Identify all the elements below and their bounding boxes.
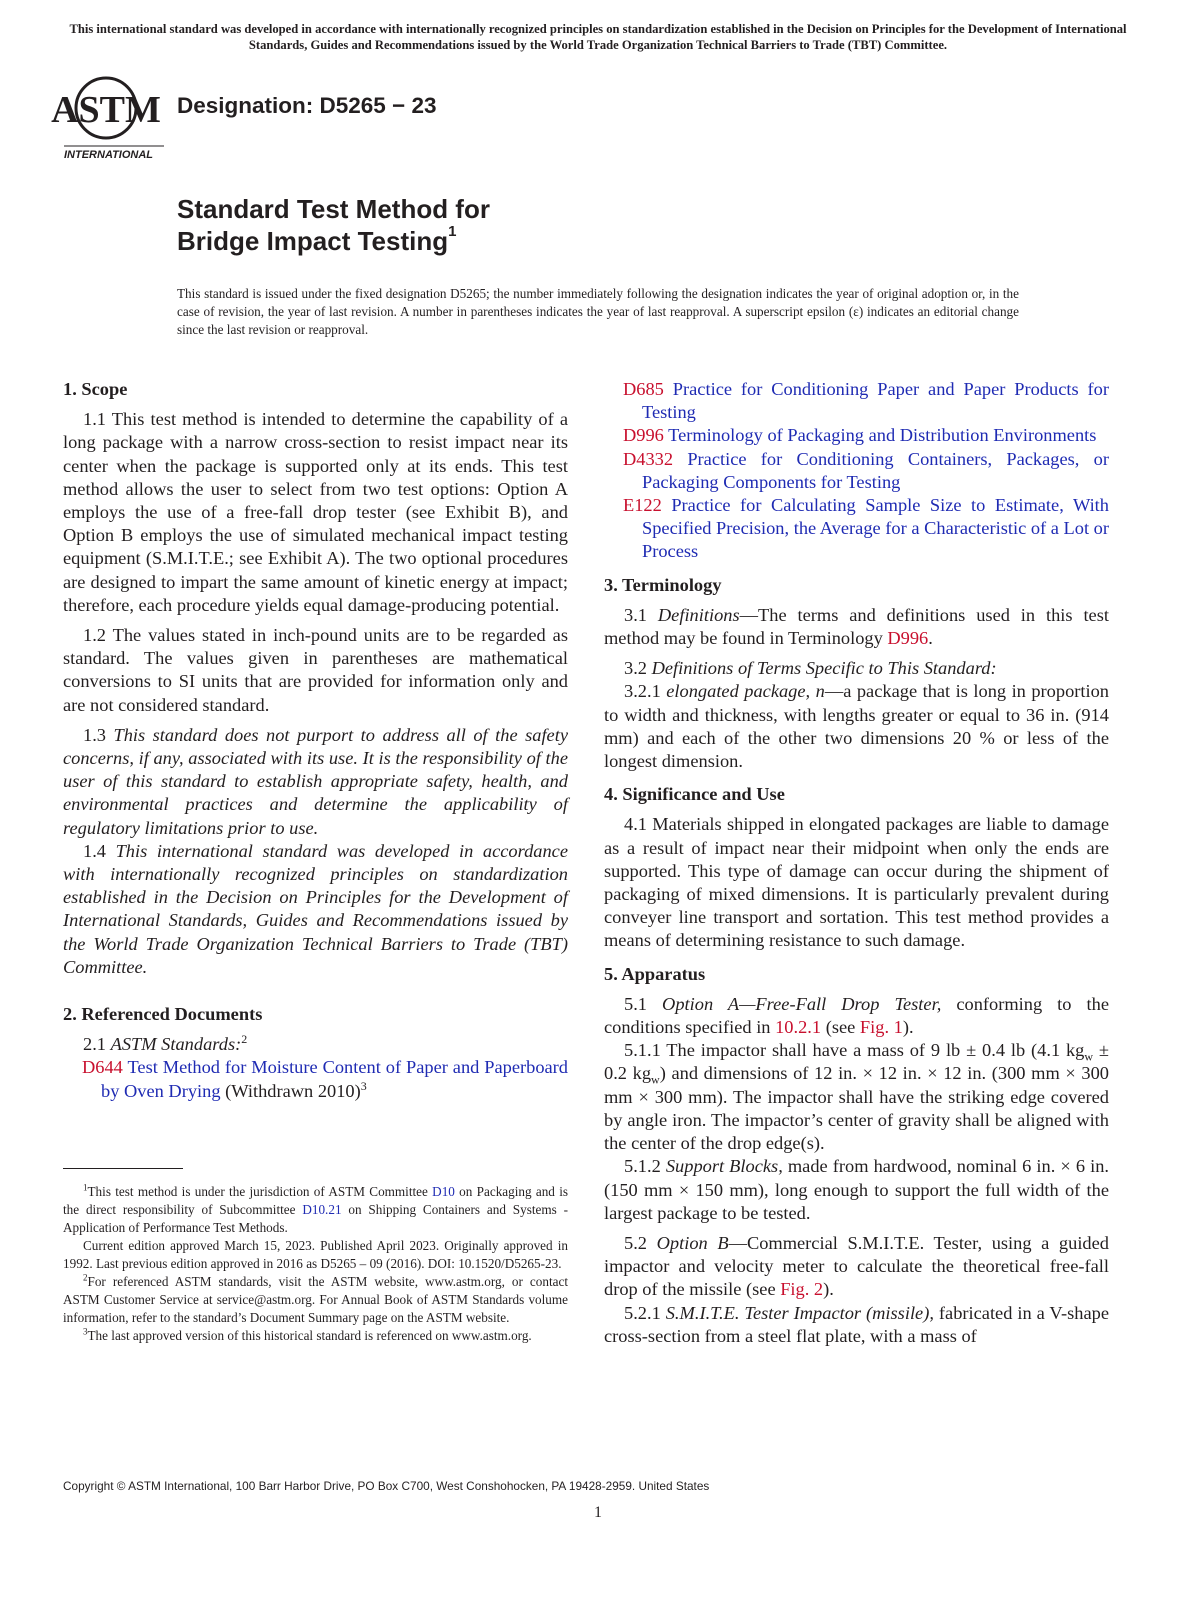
footnote-rule xyxy=(63,1168,183,1169)
ref-item-d644[interactable]: D644 Test Method for Moisture Content of Paper and Paperboard by Oven Drying (Withdrawn 2010)$^3$ xyxy=(82,1057,568,1101)
para-5-1-2: 5.1.2 Support Blocks, made from hardwood, nominal 6 in. × 6 in. (150 mm × 150 mm), long enough to support the full width of the largest package to be tested. xyxy=(604,1156,1109,1223)
footnote-1-edition: Current edition approved March 15, 2023. Published April 2023. Originally approved in 1992. Last previous edition approved in 2016 as D5265 – 09 (2016). DOI: 10.1520/D5265-23. xyxy=(63,1238,568,1271)
footnote-2: $^2$For referenced ASTM standards, visit the ASTM website, www.astm.org, or contact ASTM Customer Service at service@astm.org. For Annual Book of ASTM Standards volume information, refer to the standard’s Document Summary page on the ASTM website. xyxy=(63,1272,568,1325)
section-heading-terminology: 3. Terminology xyxy=(604,574,722,595)
issuance-statement: This standard is issued under the fixed designation D5265; the number immediately following the designation indicates the year of original adoption or, in the case of revision, the year of last revision. A number in parentheses indicates the year of last reapproval. A superscript epsilon (ε) indicates an editorial change since the last revision or reapproval. xyxy=(177,286,1019,337)
footnote-3: $^3$The last approved version of this historical standard is referenced on www.astm.org. xyxy=(83,1326,532,1343)
left-column xyxy=(63,378,568,1103)
para-3-2-1: 3.2.1 elongated package, n—a package that is long in proportion to width and thickness, with lengths greater or equal to 36 in. (914 mm) and each of the other two dimensions 20 % or less of the longest dimension. xyxy=(604,681,1109,772)
section-heading-scope: 1. Scope xyxy=(63,379,128,399)
right-column xyxy=(604,378,1109,1348)
para-1-2: 1.2 The values stated in inch-pound units are to be regarded as standard. The values given in parentheses are mathematical conversions to SI units that are provided for information only and are not considered standard. xyxy=(63,625,568,715)
title-footnote-marker: 1 xyxy=(448,223,457,241)
title-line-1: Standard Test Method for xyxy=(177,194,490,224)
para-1-3: 1.3 This standard does not purport to address all of the safety concerns, if any, associated with its use. It is the responsibility of the user of this standard to establish appropriate safety, health, and environmental practices and determine the applicability of regulatory limitations prior to use. xyxy=(63,724,568,838)
para-5-2-1: 5.2.1 S.M.I.T.E. Tester Impactor (missile), fabricated in a V-shape cross-section from a steel flat plate, with a mass of xyxy=(604,1302,1109,1346)
section-heading-apparatus: 5. Apparatus xyxy=(604,963,706,984)
para-5-2: 5.2 Option B—Commercial S.M.I.T.E. Tester, using a guided impactor and velocity meter to calculate the theoretical free-fall drop of the missile (see Fig. 2). xyxy=(604,1232,1109,1300)
para-1-4: 1.4 This international standard was developed in accordance with internationally recognized principles on standardization established in the Decision on Principles for the Development of International Standards, Guides and Recommendations issued by the World Trade Organization Technical Barriers to Trade (TBT) Committee. xyxy=(63,840,568,977)
logo-international: INTERNATIONAL xyxy=(64,149,154,161)
section-heading-significance: 4. Significance and Use xyxy=(604,784,785,805)
ref-item-d4332[interactable]: D4332 Practice for Conditioning Containers, Packages, or Packaging Components for Testing xyxy=(623,448,1109,492)
para-3-1: 3.1 Definitions—The terms and definitions used in this test method may be found in Terminology D996. xyxy=(604,604,1109,649)
footnotes xyxy=(63,1183,568,1345)
para-5-1-1: 5.1.1 The impactor shall have a mass of 9 lb ± 0.4 lb (4.1 $kg_w \pm 0.2$ $kg_w$) and dimensions of 12 in. × 12 in. × 12 in. (300 mm × 300 mm × 300 mm). The impactor shall have the striking edge covered by angle iron. The impactor’s center of gravity shall be aligned with the center of the drop edge(s). xyxy=(604,1040,1109,1154)
ref-item-e122[interactable]: E122 Practice for Calculating Sample Size to Estimate, With Specified Precision, the Average for a Characteristic of a Lot or Process xyxy=(623,495,1109,562)
title-line-2 xyxy=(177,225,490,257)
para-3-2: 3.2 Definitions of Terms Specific to This Standard: xyxy=(624,658,997,679)
ref-item-d685[interactable]: D685 Practice for Conditioning Paper and Paper Products for Testing xyxy=(623,379,1110,423)
logo-letters: ASTM xyxy=(51,89,161,131)
title-text: Bridge Impact Testing xyxy=(177,226,449,256)
copyright-line: Copyright © ASTM International, 100 Barr Harbor Drive, PO Box C700, West Conshohocken, PA 19428-2959. United States xyxy=(63,1479,710,1493)
header-notice: This international standard was developed in accordance with internationally recognized principles on standardization established in the Decision on Principles for the Development of International Standards, Guides and Recommendations issued by the World Trade Organization Technical Barriers to Trade (TBT) Committee. xyxy=(69,22,1127,52)
page-number: 1 xyxy=(594,1504,602,1521)
para-4-1: 4.1 Materials shipped in elongated packages are liable to damage as a result of impact near their midpoint when only the ends are supported. This type of damage can occur during the shipment of packaging of mixed dimensions. It is particularly prevalent during conveyer line transport and sortation. This test method provides a means of determining resistance to such damage. xyxy=(604,814,1109,951)
footnote-1: $^1$This test method is under the jurisdiction of ASTM Committee D10 on Packaging and is the direct responsibility of Subcommittee D10.21 on Shipping Containers and Systems - Application of Performance Test Methods. xyxy=(63,1182,568,1235)
ref-item-d996[interactable]: D996 Terminology of Packaging and Distribution Environments xyxy=(623,425,1097,446)
para-1-1: 1.1 This test method is intended to determine the capability of a long package with a narrow cross-section to resist impact near its center when the package is supported only at its ends. This test method allows the user to select from two test options: Option A employs the use of a free-fall drop tester (see Exhibit B), and Option B employs the use of simulated mechanical impact testing equipment (S.M.I.T.E.; see Exhibit A). The two optional procedures are designed to impart the same amount of kinetic energy at impact; therefore, each procedure yields equal damage-producing potential. xyxy=(63,409,568,615)
section-heading-referenced: 2. Referenced Documents xyxy=(63,1004,263,1025)
para-2-1: 2.1 ASTM Standards:$^2$ xyxy=(83,1032,248,1055)
designation: Designation: D5265 − 23 xyxy=(177,93,437,118)
astm-logo xyxy=(51,70,168,164)
document-title xyxy=(177,193,490,257)
para-5-1: 5.1 Option A—Free-Fall Drop Tester, conforming to the conditions specified in 10.2.1 (see Fig. 1). xyxy=(604,993,1109,1038)
